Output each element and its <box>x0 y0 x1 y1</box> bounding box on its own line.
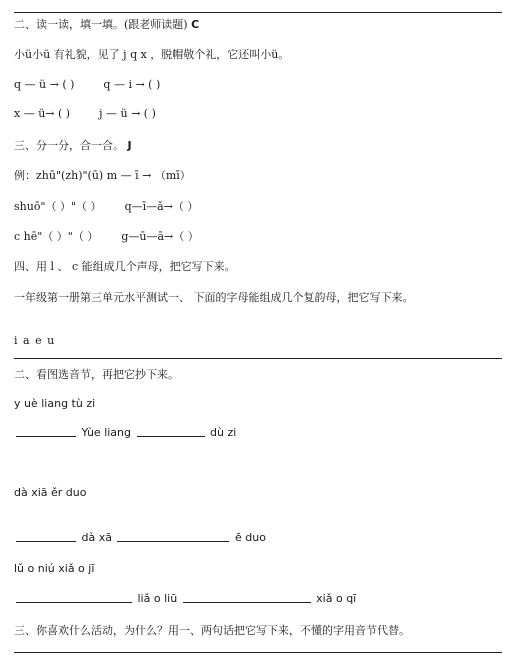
syllable-choice: dà xā <box>81 531 112 544</box>
syllable-choice: ē duo <box>234 531 266 544</box>
section-2-heading-text: 三、分一分，合一合。 <box>14 139 124 152</box>
section-2-row-2 <box>14 228 199 244</box>
exercise-item: q — ü → ( ) <box>14 78 75 91</box>
syllable-options-1: y uè liang tù zi <box>14 397 96 410</box>
exercise-item: c hē"（ ）"（ ） <box>14 230 99 243</box>
blank-row-1 <box>14 426 236 439</box>
syllable-options-3: lǔ o niú xiǎ o jī <box>14 562 95 575</box>
blank-row-2 <box>14 531 266 544</box>
answer-blank[interactable] <box>137 430 205 437</box>
exercise-item: x — ü→ ( ) <box>14 107 71 120</box>
answer-blank[interactable] <box>117 535 229 542</box>
section-1-mark: C <box>191 18 200 31</box>
exercise-item: g—ū—ā→（ ） <box>121 230 199 243</box>
section-1-heading-text: 二、读一读，填一填。(跟老师读题) <box>14 18 188 31</box>
exercise-item: shuō"（ ）"（ ） <box>14 200 102 213</box>
top-rule <box>14 12 502 13</box>
bottom-rule <box>14 652 502 653</box>
answer-blank[interactable] <box>16 596 132 603</box>
section-1-row-2 <box>14 107 156 120</box>
answer-blank[interactable] <box>16 535 76 542</box>
section-2-heading <box>14 137 132 153</box>
section-2-example: 例：zhū"(zh)"(ū) m — ī → （mī） <box>14 169 191 182</box>
exercise-item: j — ü → ( ) <box>99 107 156 120</box>
section-1-sentence: 小ü小ü 有礼貌，见了 j q x ，脱帽敬个礼，它还叫小ü。 <box>14 48 290 61</box>
vowel-letters: i a e u <box>14 334 55 347</box>
section-1-row-1 <box>14 78 160 91</box>
exercise-item: q—ī—ǎ→（ ） <box>124 200 199 213</box>
section-2-row-1 <box>14 198 198 214</box>
section-4-text: 一年级第一册第三单元水平测试一、 下面的字母能组成几个复韵母，把它写下来。 <box>14 291 414 304</box>
syllable-options-2: dà xiā ěr duo <box>14 486 87 499</box>
exercise-item: q — i → ( ) <box>103 78 161 91</box>
answer-blank[interactable] <box>16 430 76 437</box>
syllable-choice: dù zi <box>210 426 237 439</box>
section-2-mark: J <box>127 139 132 152</box>
syllable-choice: liǎ o liū <box>137 592 178 605</box>
syllable-choice: xiǎ o qī <box>316 592 357 605</box>
middle-rule <box>14 358 502 359</box>
section-3-heading: 四、用 l 、 c 能组成几个声母，把它写下来。 <box>14 260 236 273</box>
section-5-heading: 二、看图选音节，再把它抄下来。 <box>14 368 179 381</box>
answer-blank[interactable] <box>183 596 311 603</box>
blank-row-3 <box>14 592 356 605</box>
section-1-heading <box>14 16 199 32</box>
syllable-choice: Yùe liang <box>81 426 131 439</box>
section-6-heading: 三、你喜欢什么活动，为什么？用一、两句话把它写下来，不懂的字用音节代替。 <box>14 624 410 637</box>
